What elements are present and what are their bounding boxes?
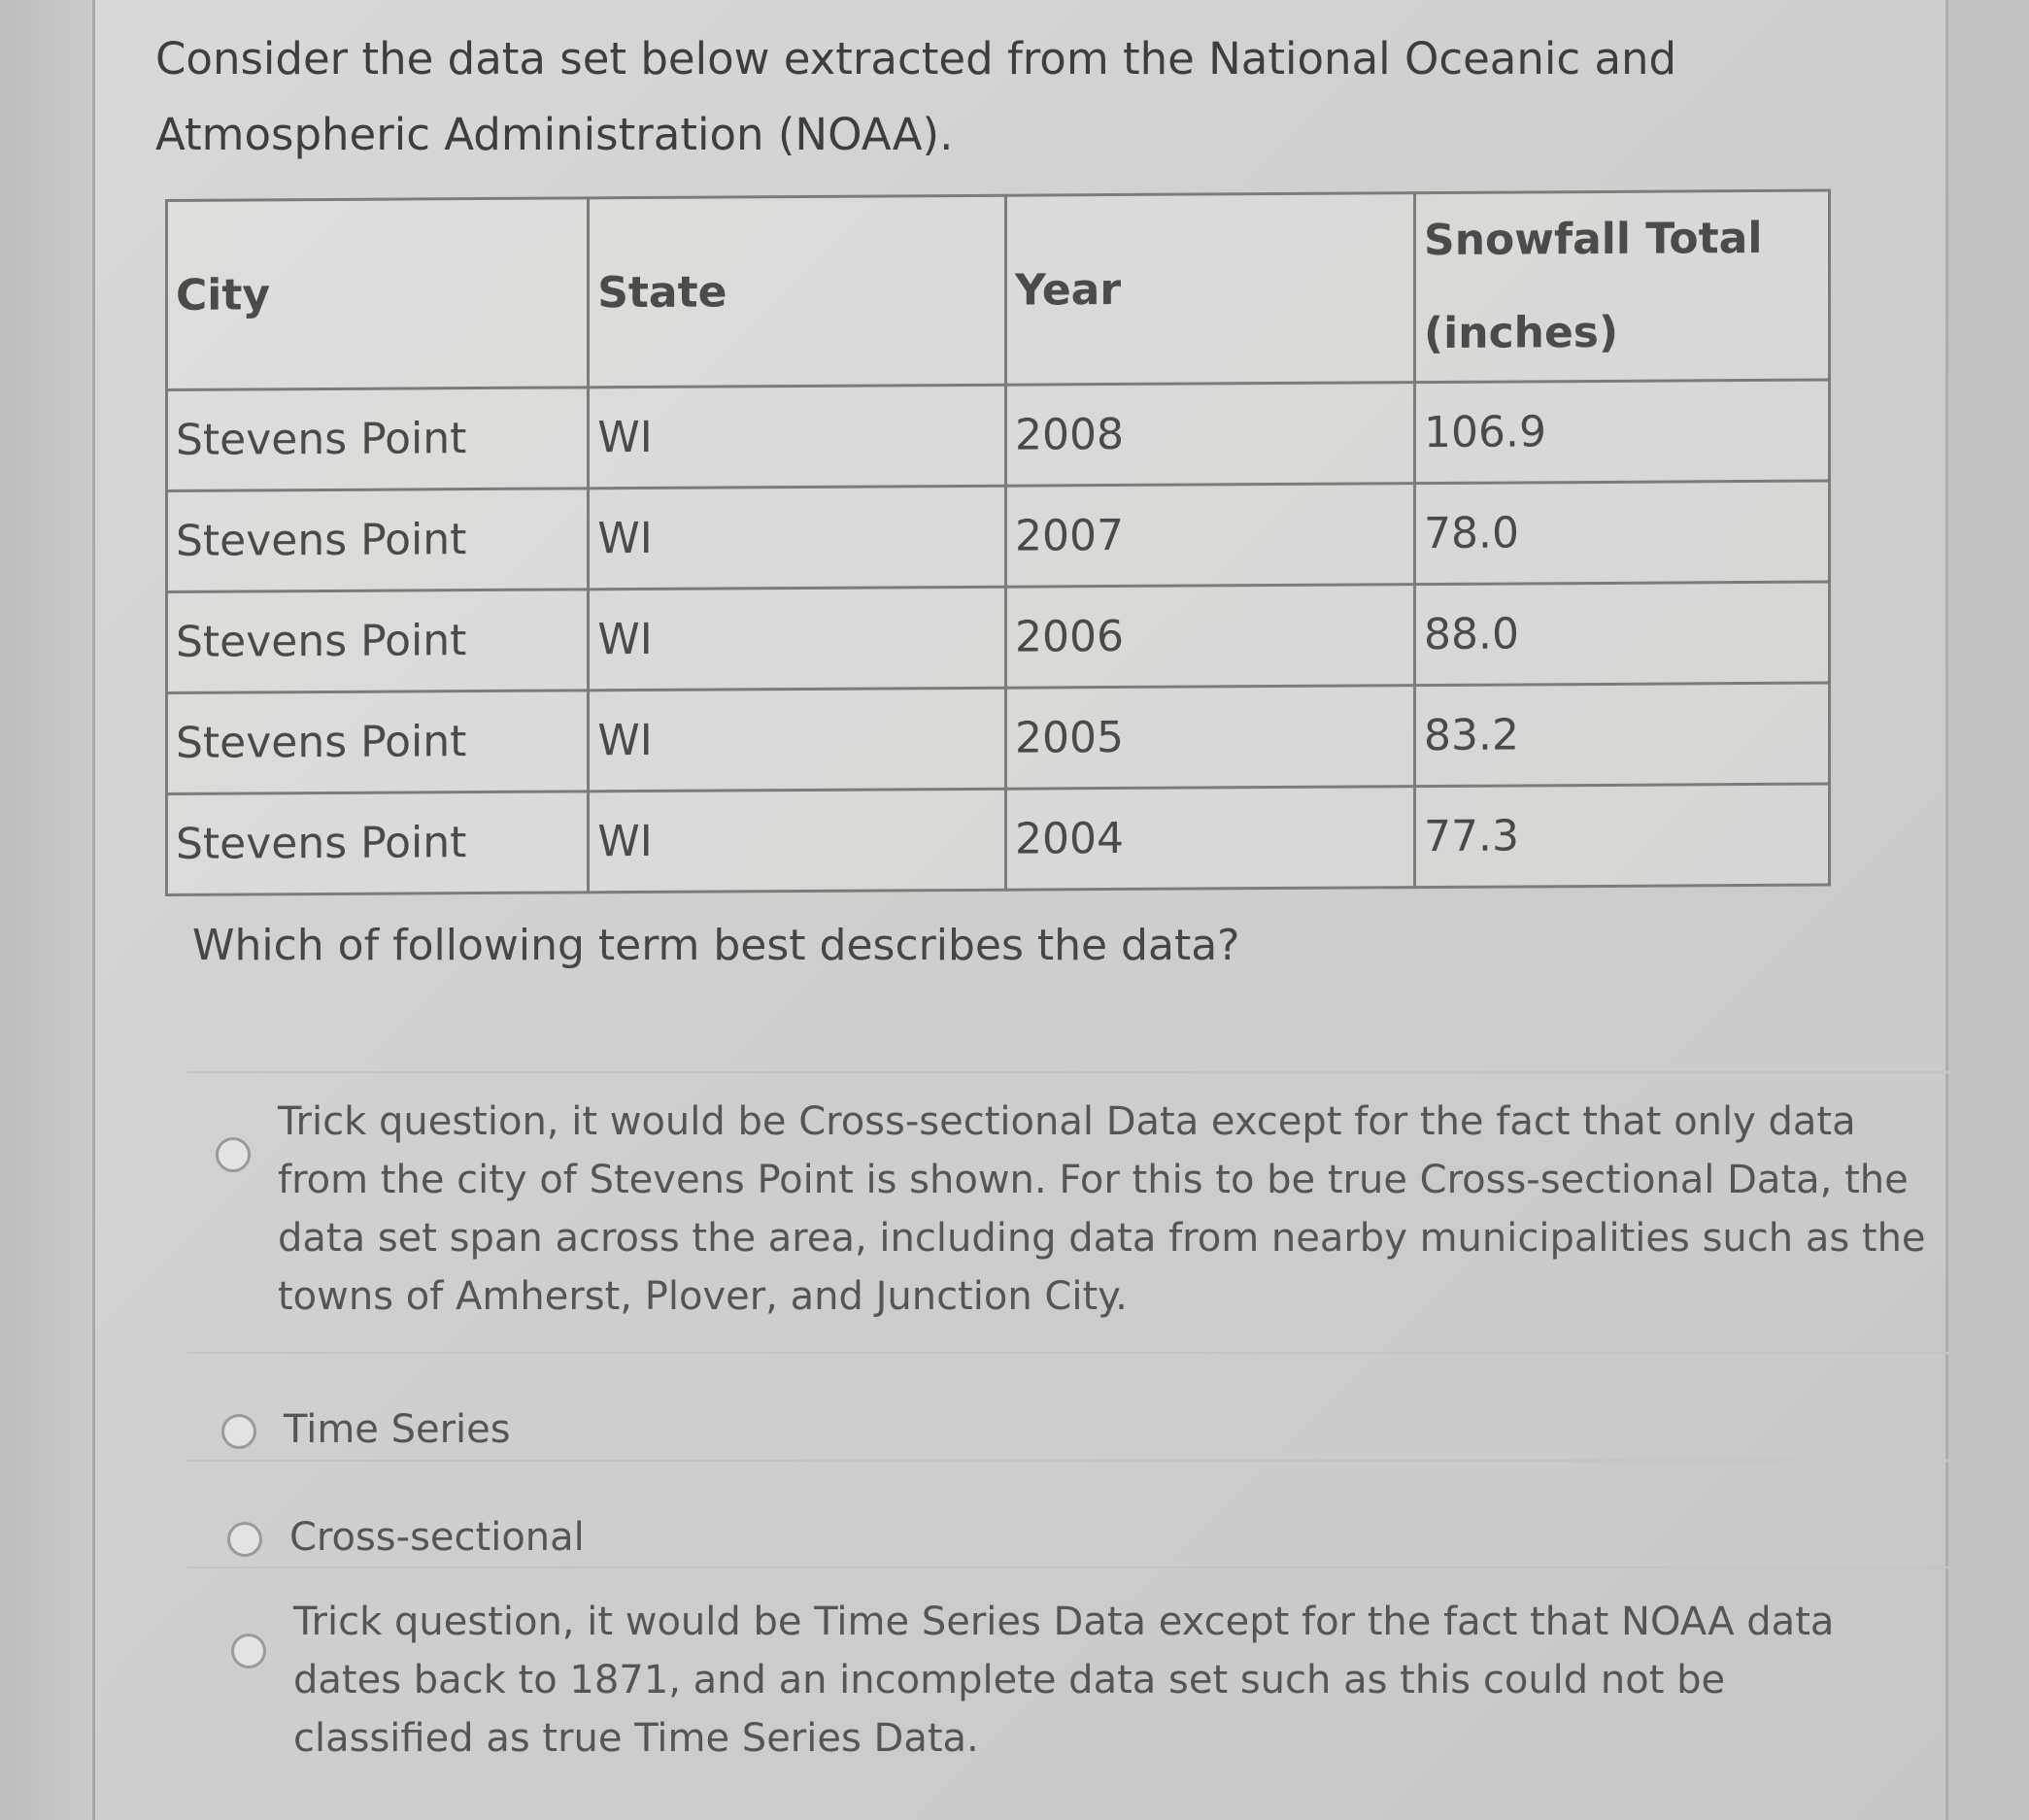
answer-option-label: Trick question, it would be Time Series Data except for the fact that NOAA data dates back to 1871, and an incomplete data set such as this could not be classified as true Time Series Data.	[293, 1600, 1835, 1761]
question-text: Which of following term best describes the data?	[192, 921, 1240, 970]
answer-option-1[interactable]	[216, 1093, 1954, 1326]
answer-option-label: Trick question, it would be Cross-sectional Data except for the fact that only data from the city of Stevens Point is shown. For this to be true Cross-sectional Data, the data set span across the area, including data from nearby municipalities such as the towns of Amherst, Plover, and Junction City.	[278, 1099, 1926, 1319]
intro-text: Consider the data set below extracted from the National Oceanic and Atmospheric Administration (NOAA).	[155, 33, 1677, 160]
cell-year: 2005	[1006, 686, 1415, 790]
radio-button[interactable]	[227, 1522, 262, 1557]
table-row	[167, 582, 1830, 692]
header-year: Year	[1006, 193, 1415, 386]
divider	[187, 1567, 1965, 1568]
question-panel	[95, 0, 1945, 1820]
radio-button[interactable]	[221, 1414, 256, 1449]
cell-snowfall: 78.0	[1415, 481, 1830, 585]
divider	[187, 1352, 1965, 1354]
cell-state: WI	[589, 789, 1006, 893]
table-row	[167, 683, 1830, 793]
header-state: State	[589, 195, 1006, 388]
cell-snowfall: 83.2	[1415, 683, 1830, 787]
cell-state: WI	[589, 385, 1006, 489]
header-city: City	[167, 198, 589, 390]
cell-city: Stevens Point	[167, 691, 589, 794]
table-header-row	[167, 190, 1830, 389]
cell-city: Stevens Point	[167, 388, 589, 491]
snowfall-table	[165, 189, 1831, 896]
cell-snowfall: 88.0	[1415, 582, 1830, 686]
cell-city: Stevens Point	[167, 792, 589, 895]
cell-city: Stevens Point	[167, 489, 589, 592]
header-snowfall	[1415, 190, 1830, 383]
radio-button[interactable]	[216, 1137, 251, 1172]
radio-button[interactable]	[231, 1634, 266, 1668]
cell-year: 2008	[1006, 383, 1415, 487]
table-row	[167, 481, 1830, 591]
cell-snowfall: 106.9	[1415, 380, 1830, 484]
table-row	[167, 380, 1830, 490]
cell-city: Stevens Point	[167, 590, 589, 693]
divider	[187, 1071, 1965, 1073]
cell-year: 2004	[1006, 787, 1415, 891]
cell-year: 2006	[1006, 585, 1415, 689]
table-row	[167, 784, 1830, 894]
answer-option-label: Time Series	[284, 1407, 511, 1452]
header-snowfall-label: Snowfall Total (inches)	[1424, 213, 1763, 359]
cell-state: WI	[589, 587, 1006, 691]
divider	[187, 1460, 1965, 1462]
answer-option-2[interactable]	[221, 1400, 1873, 1459]
answer-option-4[interactable]	[231, 1593, 1941, 1768]
cell-year: 2007	[1006, 484, 1415, 588]
cell-state: WI	[589, 688, 1006, 792]
answer-option-3[interactable]	[227, 1508, 1878, 1567]
cell-state: WI	[589, 486, 1006, 590]
cell-snowfall: 77.3	[1415, 784, 1830, 888]
right-margin	[1948, 0, 2029, 1820]
answer-option-label: Cross-sectional	[289, 1515, 585, 1560]
left-margin	[0, 0, 92, 1820]
